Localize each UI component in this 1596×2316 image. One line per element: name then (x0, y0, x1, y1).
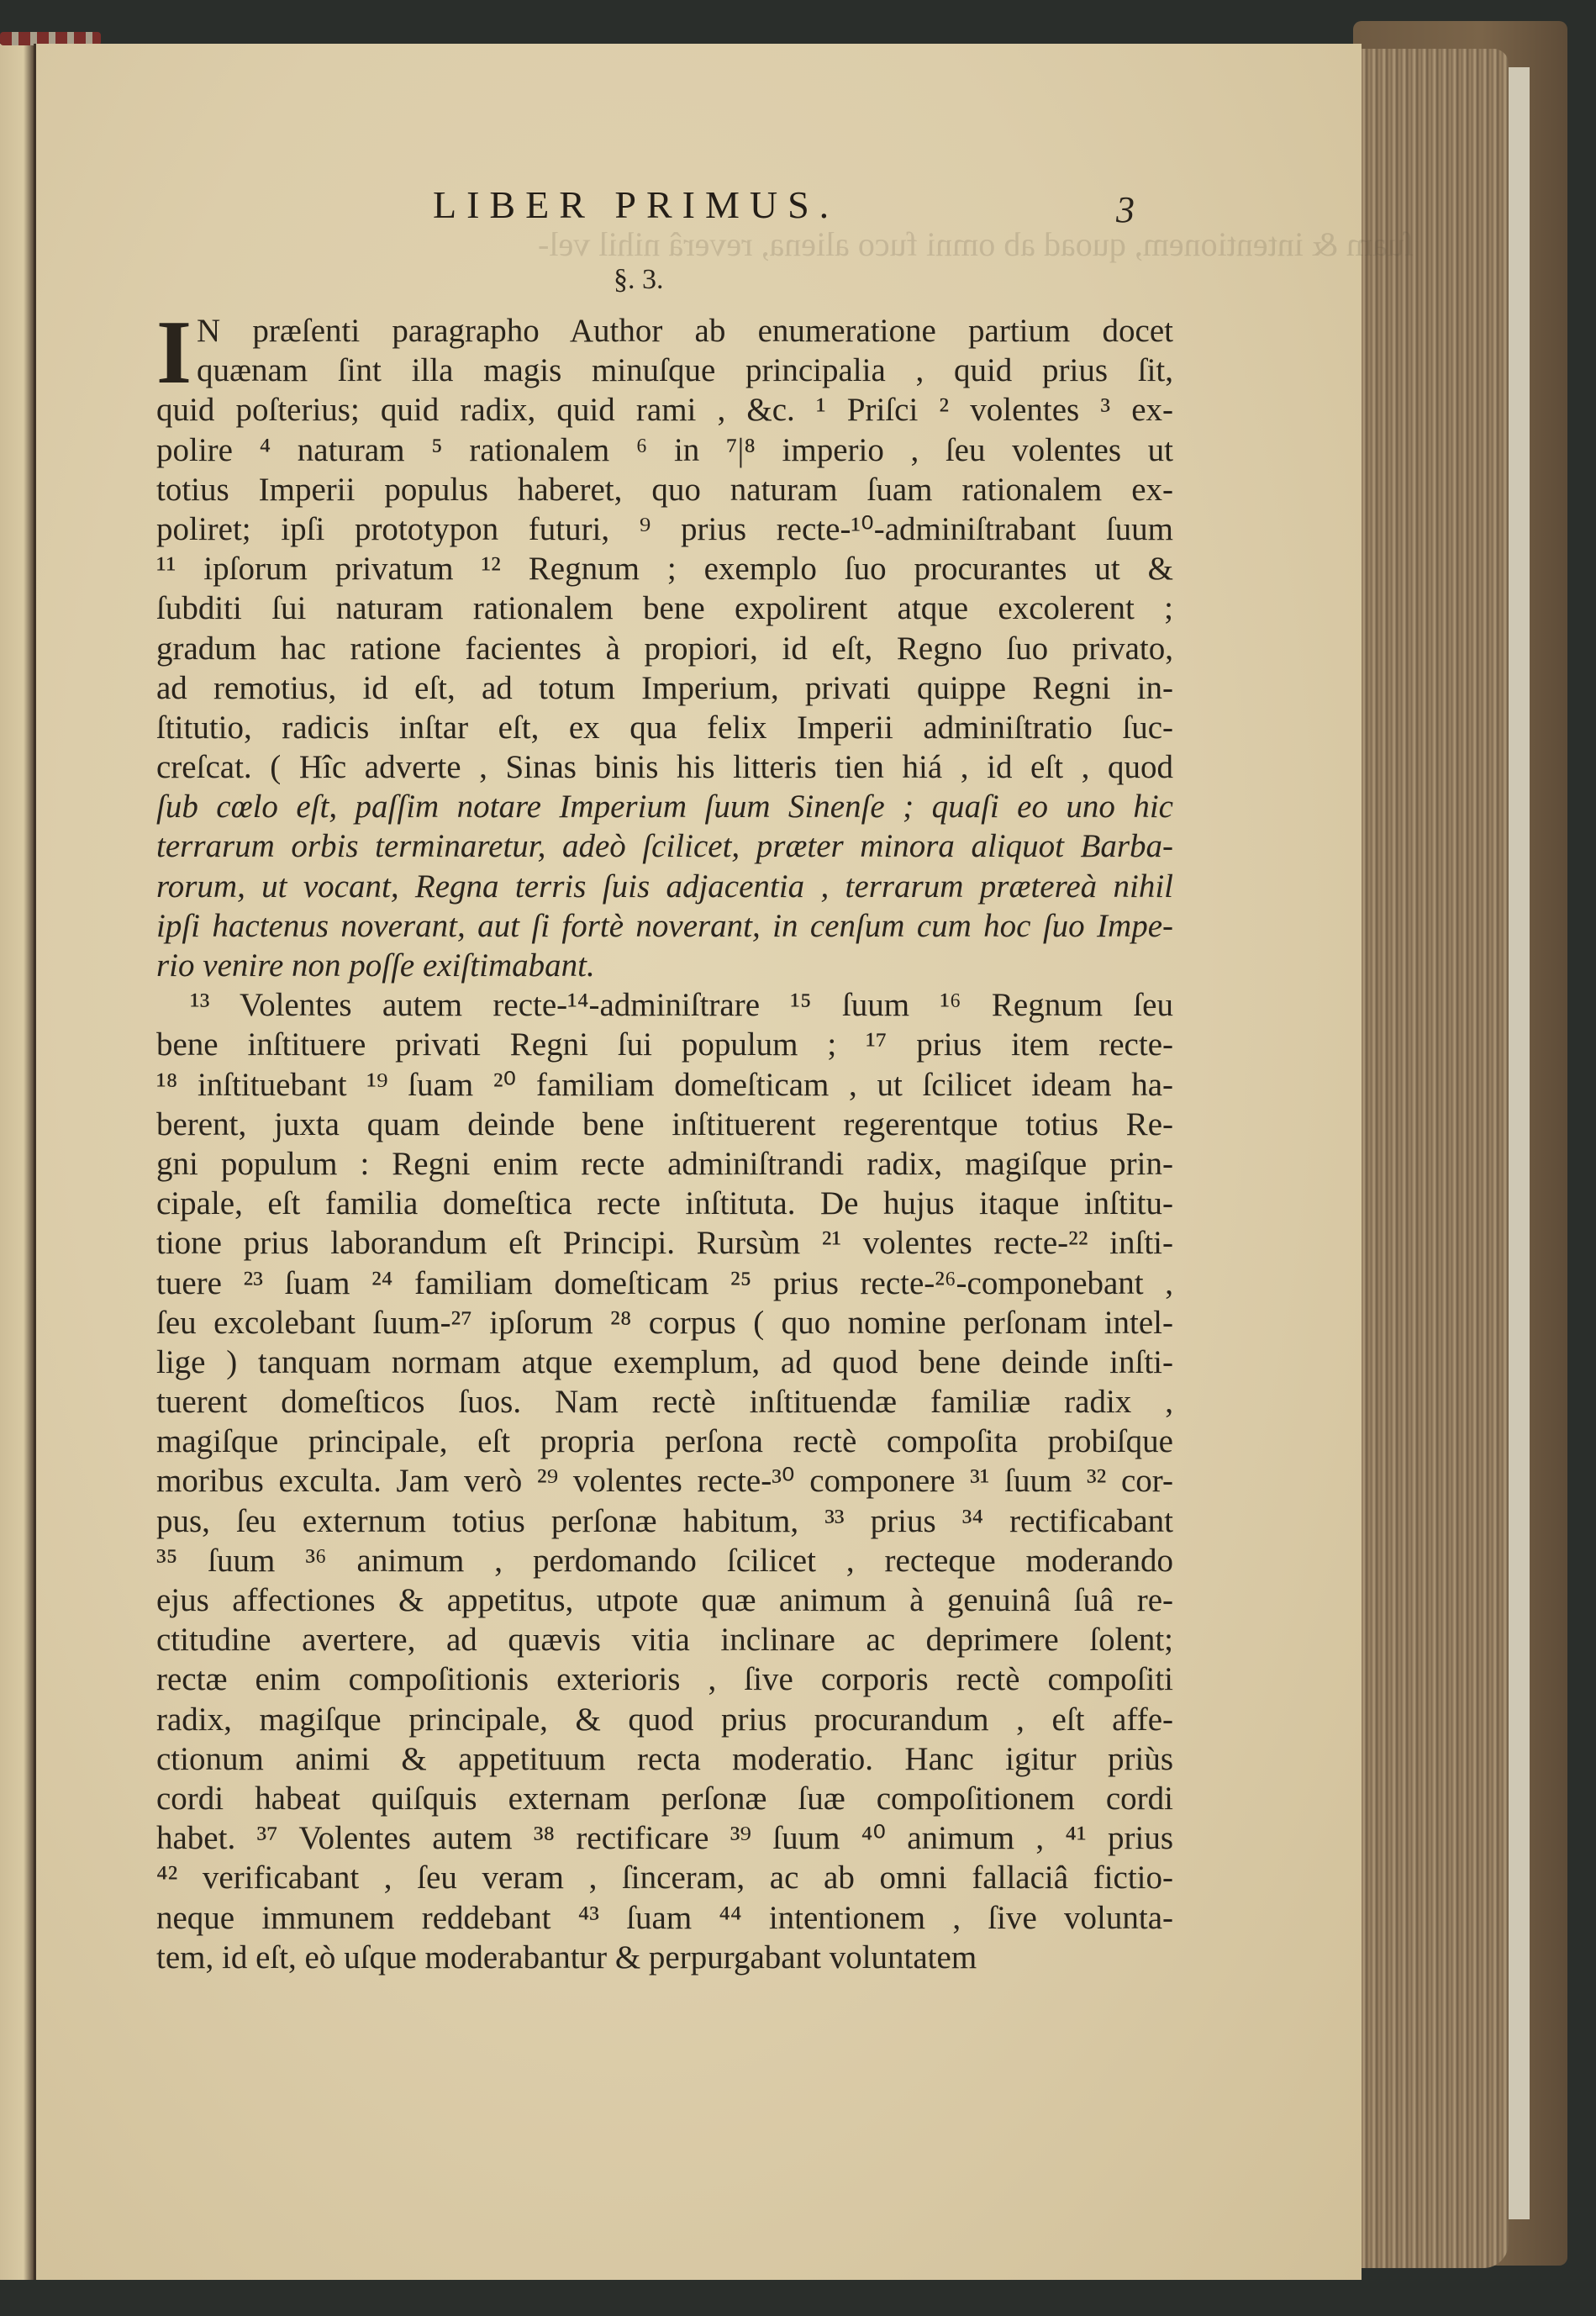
body-text (156, 303, 1173, 1977)
text-line: poliret; ipſi prototypon futuri, ⁹ prius recte-¹⁰-adminiſtrabant ſuum (156, 510, 1173, 547)
text-line: magiſque principale, eſt propria perſona rectè compoſita probiſque (156, 1423, 1173, 1460)
text-line: neque immunem reddebant ⁴³ ſuam ⁴⁴ intentionem , ſive volunta- (156, 1899, 1173, 1936)
text-line: ¹¹ ipſorum privatum ¹² Regnum ; exemplo ſuo procurantes ut & (156, 551, 1173, 588)
text-line: ¹³ Volentes autem recte-¹⁴-adminiſtrare ¹⁵ ſuum ¹⁶ Regnum ſeu (190, 987, 1173, 1024)
drop-cap: I (156, 303, 192, 403)
text-line: bene inſtituere privati Regni ſui populum ; ¹⁷ prius item recte- (156, 1026, 1173, 1063)
text-line: ad remotius, id eſt, ad totum Imperium, privati quippe Regni in- (156, 669, 1173, 706)
text-line: tuere ²³ ſuam ²⁴ familiam domeſticam ²⁵ prius recte-²⁶-componebant , (156, 1264, 1173, 1301)
show-through-text: ſuam & intentionem, quoad ab omni fuco aliena, reverâ nihil vel- (538, 225, 1414, 263)
gutter (34, 44, 36, 2280)
text-line: tione prius laborandum eſt Principi. Rursùm ²¹ volentes recte-²² inſti- (156, 1225, 1173, 1262)
text-line: gni populum : Regni enim recte adminiſtrandi radix, magiſque prin- (156, 1145, 1173, 1182)
text-line: lige ) tanquam normam atque exemplum, ad quod bene deinde inſti- (156, 1343, 1173, 1380)
text-line: ſtitutio, radicis inſtar eſt, ex qua felix Imperii adminiſtratio ſuc- (156, 709, 1173, 746)
page-number: 3 (1116, 189, 1135, 230)
facing-page-edge (0, 44, 34, 2280)
text-line: polire ⁴ naturam ⁵ rationalem ⁶ in ⁷|⁸ imperio , ſeu volentes ut (156, 431, 1173, 468)
running-head: LIBER PRIMUS. (433, 183, 840, 226)
text-line: ſubditi ſui naturam rationalem bene expolirent atque excolerent ; (156, 590, 1173, 627)
text-line: tuerent domeſticos ſuos. Nam rectè inſtituendæ familiæ radix , (156, 1384, 1173, 1421)
text-line: cordi habeat quiſquis externam perſonæ ſuæ compoſitionem cordi (156, 1780, 1173, 1817)
text-line: totius Imperii populus haberet, quo naturam ſuam rationalem ex- (156, 471, 1173, 508)
text-line: ſub cœlo eſt, paſſim notare Imperium ſuum Sinenſe ; quaſi eo uno hic (156, 789, 1173, 826)
text-line: tem, id eſt, eò uſque moderabantur & perpurgabant voluntatem (156, 1939, 977, 1976)
text-line: ¹⁸ inſtituebant ¹⁹ ſuam ²⁰ familiam domeſticam , ut ſcilicet ideam ha- (156, 1066, 1173, 1103)
text-line: berent, juxta quam deinde bene inſtituerent regerentque totius Re- (156, 1105, 1173, 1142)
text-line: terrarum orbis terminaretur, adeò ſcilicet, præter minora aliquot Barba- (156, 828, 1173, 865)
text-line: ³⁵ ſuum ³⁶ animum , perdomando ſcilicet , recteque moderando (156, 1542, 1173, 1579)
text-line: ſeu excolebant ſuum-²⁷ ipſorum ²⁸ corpus ( quo nomine perſonam intel- (156, 1304, 1173, 1341)
text-line: creſcat. ( Hîc adverte , Sinas binis his litteris tien hiá , id eſt , quod (156, 749, 1173, 786)
text-line: ipſi hactenus noverant, aut ſi fortè noverant, in cenſum cum hoc ſuo Impe- (156, 907, 1173, 944)
text-line: pus, ſeu externum totius perſonæ habitum, ³³ prius ³⁴ rectificabant (156, 1502, 1173, 1539)
text-line: rio venire non poſſe exiſtimabant. (156, 947, 595, 984)
page-edges (1362, 49, 1509, 2268)
text-line: ⁴² verificabant , ſeu veram , ſinceram, ac ab omni fallaciâ fictio- (156, 1860, 1173, 1897)
text-line: cipale, eſt familia domeſtica recte inſtituta. De hujus itaque inſtitu- (156, 1185, 1173, 1222)
text-line: quid poſterius; quid radix, quid rami , &c. ¹ Priſci ² volentes ³ ex- (156, 392, 1173, 429)
text-line: quænam ſint illa magis minuſque principalia , quid prius ſit, (197, 352, 1173, 389)
section-heading: §. 3. (614, 264, 664, 295)
text-line: N præſenti paragrapho Author ab enumeratione partium docet (197, 313, 1173, 349)
text-line: habet. ³⁷ Volentes autem ³⁸ rectificare ³⁹ ſuum ⁴⁰ animum , ⁴¹ prius (156, 1820, 1173, 1857)
text-line: radix, magiſque principale, & quod prius procurandum , eſt affe- (156, 1701, 1173, 1738)
text-line: rorum, ut vocant, Regna terris ſuis adjacentia , terrarum prætereà nihil (156, 868, 1173, 905)
text-line: rectæ enim compoſitionis exterioris , ſive corporis rectè compoſiti (156, 1661, 1173, 1698)
book-page (34, 44, 1414, 2280)
text-line: ctionum animi & appetituum recta moderatio. Hanc igitur priùs (156, 1740, 1173, 1777)
text-line: moribus exculta. Jam verò ²⁹ volentes recte-³⁰ componere ³¹ ſuum ³² cor- (156, 1463, 1173, 1500)
text-line: gradum hac ratione facientes à propiori, id eſt, Regno ſuo privato, (156, 630, 1173, 667)
text-line: ctitudine avertere, ad quævis vitia inclinare ac deprimere ſolent; (156, 1622, 1173, 1659)
text-line: ejus affectiones & appetitus, utpote quæ animum à genuinâ ſuâ re- (156, 1582, 1173, 1618)
